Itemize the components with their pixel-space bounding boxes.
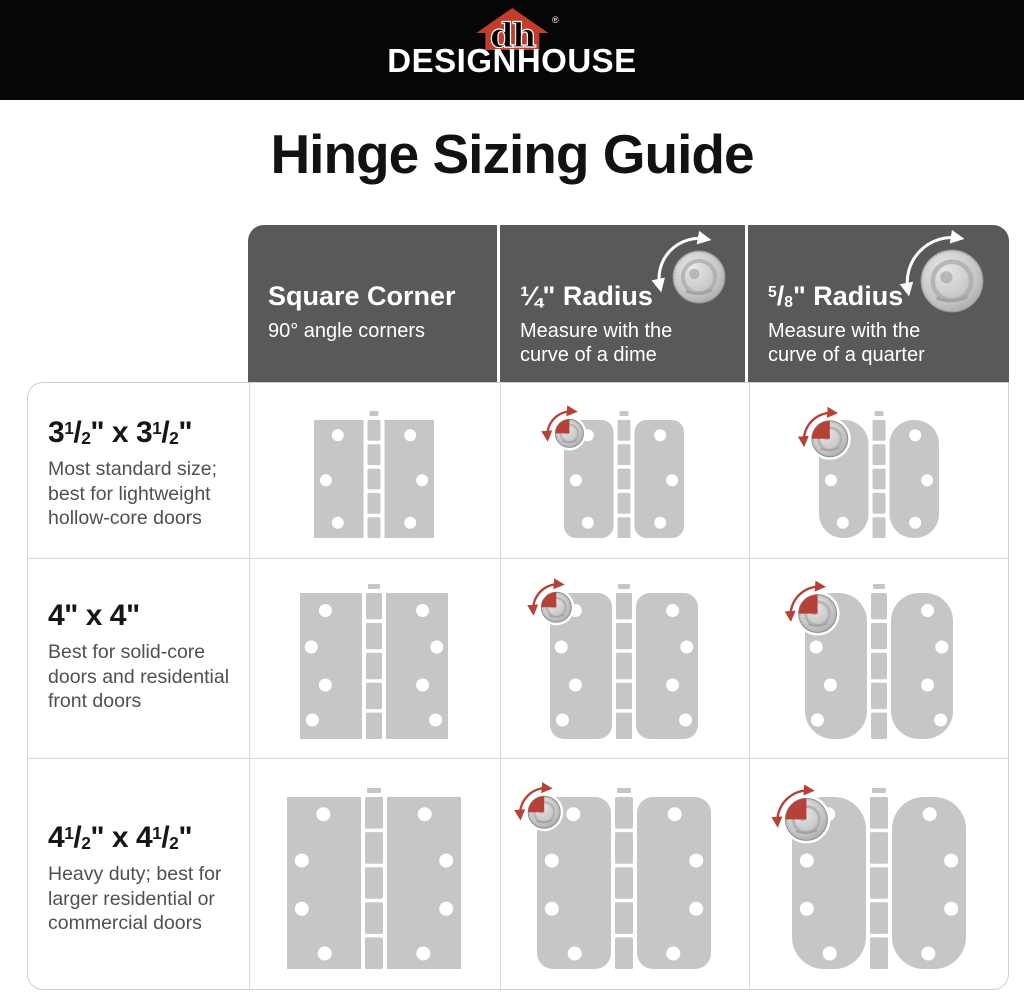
row-header-4-inch — [27, 557, 248, 757]
logo-wordmark — [387, 44, 636, 77]
page-title: Hinge Sizing Guide — [270, 123, 754, 185]
brand-header — [0, 0, 1024, 100]
hinge-cell — [499, 382, 748, 557]
quarter-coin-image — [874, 227, 999, 342]
hinge-illustration-4-five-eighths-radius — [771, 564, 987, 750]
description-line: Best for solid-core — [48, 641, 206, 663]
hinge-cell — [248, 757, 499, 990]
subtitle-line: Measure with the — [520, 320, 673, 343]
registered-mark: ® — [552, 15, 559, 25]
logo-monogram: dh — [489, 16, 535, 51]
subtitle-line: curve of a dime — [520, 344, 657, 367]
hinge-cell — [748, 382, 1009, 557]
subtitle-line: 90° angle corners — [268, 320, 425, 343]
subtitle-line: Measure with the — [768, 320, 921, 343]
hinge-illustration-4-5-five-eighths-radius — [758, 768, 1000, 980]
description-line: Heavy duty; best for — [48, 863, 222, 885]
description-line: front doors — [48, 690, 142, 713]
hinge-cell — [748, 757, 1009, 990]
hinge-illustration-3-5-square-corner — [280, 391, 468, 549]
column-header-square-corner — [248, 225, 497, 382]
wordmark-house: HOUSE — [516, 42, 637, 79]
hinge-size-description — [48, 862, 248, 936]
hinge-illustration-3-5-five-eighths-radius — [785, 391, 973, 549]
designhouse-logo — [387, 7, 636, 77]
column-title: ¼" Radius — [520, 281, 653, 311]
description-line: doors and residential — [48, 665, 230, 688]
row-header-3-5-inch — [27, 382, 248, 557]
hinge-illustration-4-5-square-corner — [253, 768, 495, 980]
description-line: commercial doors — [48, 912, 202, 935]
row-header-4-5-inch — [27, 757, 248, 990]
hinge-cell — [248, 557, 499, 757]
column-title: Square Corner — [268, 281, 456, 311]
hinge-illustration-3-5-quarter-radius — [530, 391, 718, 549]
column-title: $^5/_8$" Radius — [768, 281, 904, 311]
hinge-cell — [748, 557, 1009, 757]
column-header-quarter-inch-radius — [500, 225, 745, 382]
hinge-size-label: $3^1/_2$" x $3^1/_2$" — [48, 416, 193, 449]
description-line: hollow-core doors — [48, 507, 202, 530]
column-subtitle — [268, 319, 497, 343]
hinge-illustration-4-quarter-radius — [516, 564, 732, 750]
hinge-illustration-4-square-corner — [266, 564, 482, 750]
hinge-cell — [248, 382, 499, 557]
hinge-size-label: 4" x 4" — [48, 599, 140, 632]
hinge-size-description — [48, 457, 248, 531]
subtitle-line: curve of a quarter — [768, 344, 925, 367]
hinge-cell — [499, 757, 748, 990]
column-header-five-eighths-radius — [748, 225, 1009, 382]
description-line: best for lightweight — [48, 482, 211, 505]
hinge-size-description — [48, 640, 248, 714]
hinge-cell — [499, 557, 748, 757]
description-line: larger residential or — [48, 887, 215, 910]
description-line: Most standard size; — [48, 458, 218, 480]
hinge-size-label: $4^1/_2$" x $4^1/_2$" — [48, 821, 193, 854]
hinge-illustration-4-5-quarter-radius — [503, 768, 745, 980]
dime-coin-image — [618, 231, 733, 336]
wordmark-design: DESIGN — [387, 42, 517, 79]
